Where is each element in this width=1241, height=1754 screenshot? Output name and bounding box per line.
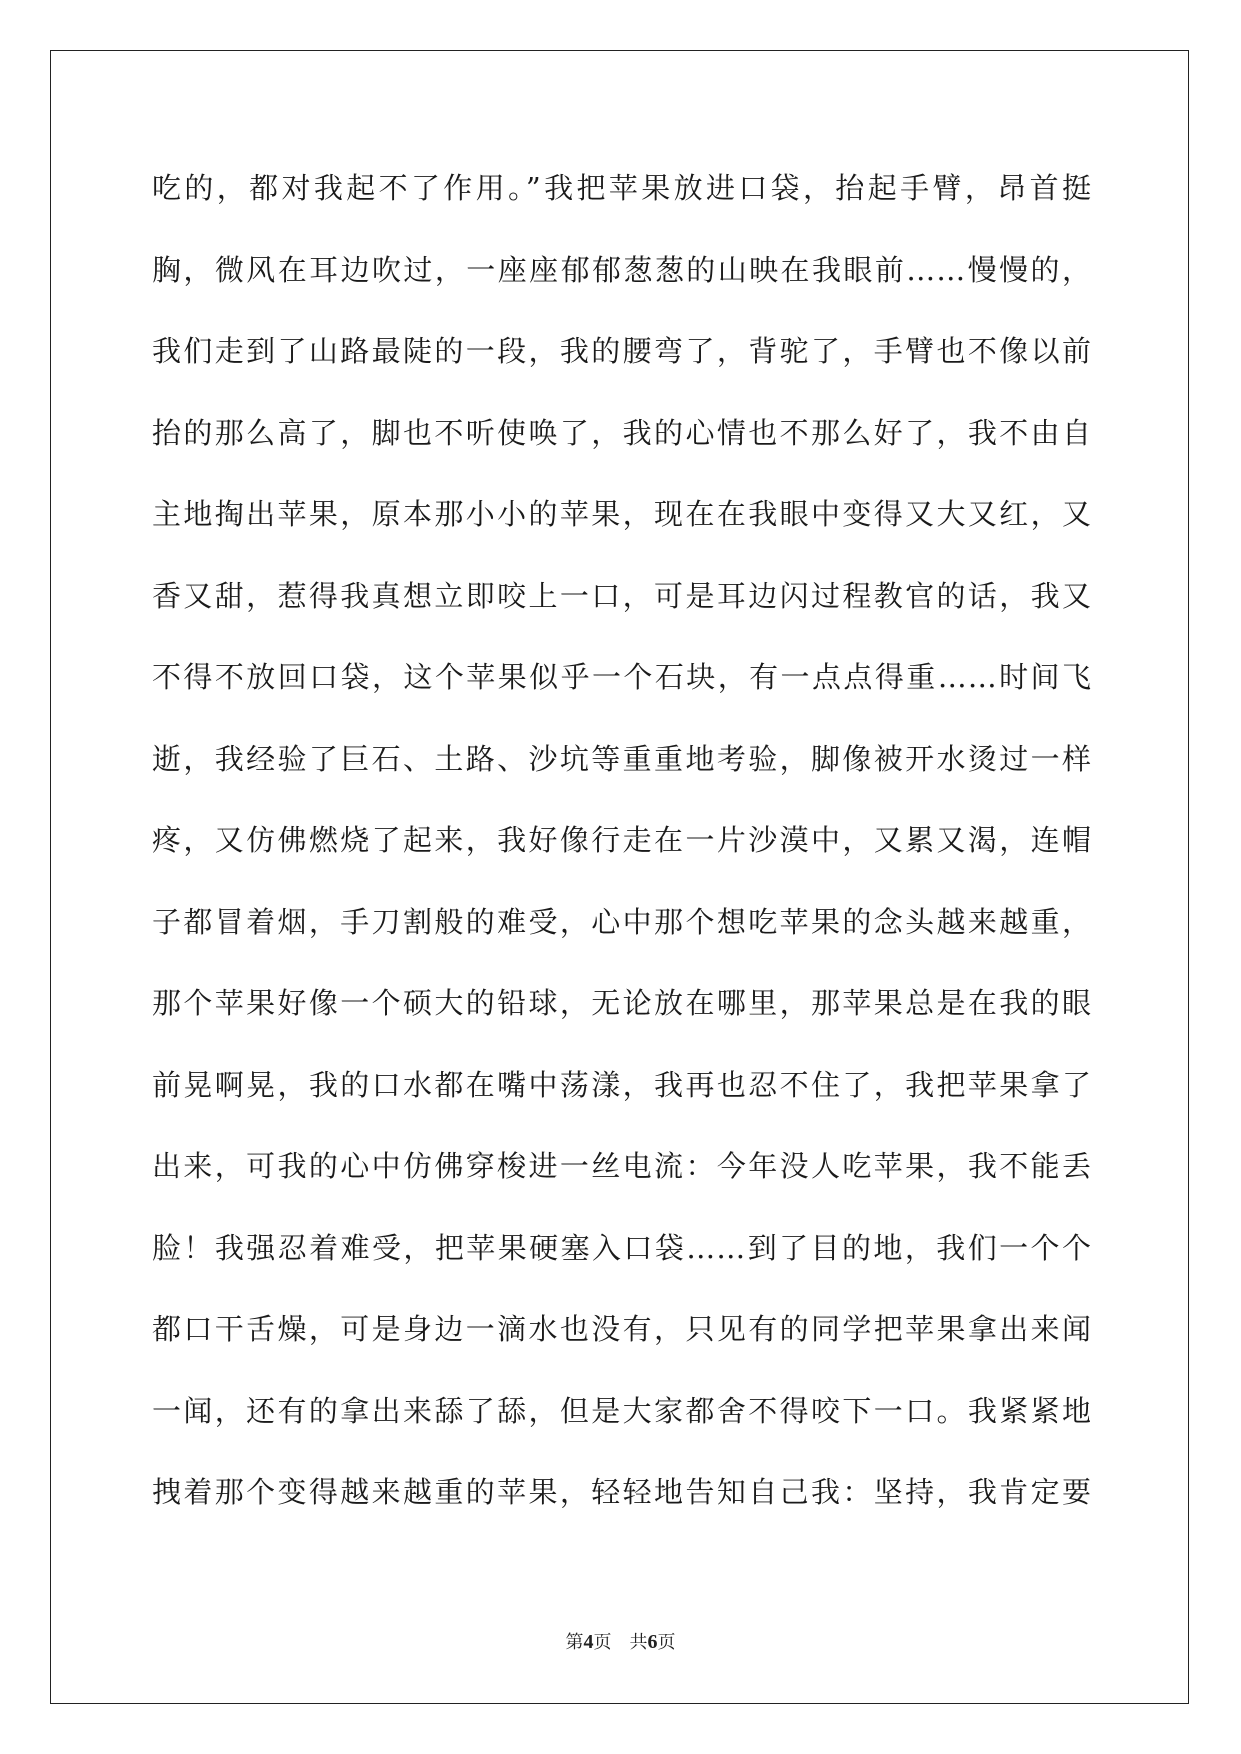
text-line: 那个苹果好像一个硕大的铅球，无论放在哪里，那苹果总是在我的眼	[152, 986, 1092, 1020]
text-line: 拽着那个变得越来越重的苹果，轻轻地告知自己我：坚持，我肯定要	[152, 1475, 1092, 1509]
text-line: 子都冒着烟，手刀割般的难受，心中那个想吃苹果的念头越来越重，	[152, 904, 1092, 939]
text-line: 都口干舌燥，可是身边一滴水也没有，只见有的同学把苹果拿出来闻	[152, 1312, 1092, 1346]
text-line: 出来，可我的心中仿佛穿梭进一丝电流：今年没人吃苹果，我不能丢	[152, 1149, 1092, 1183]
body-text	[152, 158, 1092, 1544]
page-total-prefix: 共	[629, 1632, 648, 1653]
page-total-suffix: 页	[657, 1632, 676, 1653]
text-line: 疼，又仿佛燃烧了起来，我好像行走在一片沙漠中，又累又渴，连帽	[152, 823, 1092, 857]
text-line: 主地掏出苹果，原本那小小的苹果，现在在我眼中变得又大又红，又	[152, 497, 1092, 531]
text-line: 我们走到了山路最陡的一段，我的腰弯了，背驼了，手臂也不像以前	[152, 334, 1092, 368]
text-line: 吃的，都对我起不了作用。”我把苹果放进口袋，抬起手臂，昂首挺	[152, 171, 1092, 205]
text-line: 前晃啊晃，我的口水都在嘴中荡漾，我再也忍不住了，我把苹果拿了	[152, 1067, 1092, 1102]
page-number-current: 4	[583, 1631, 594, 1653]
page-total: 6	[647, 1631, 658, 1653]
page-footer	[0, 1628, 1241, 1654]
page-number-suffix: 页	[593, 1632, 612, 1653]
text-line: 脸！我强忍着难受，把苹果硬塞入口袋……到了目的地，我们一个个	[152, 1230, 1092, 1265]
page-number-prefix: 第	[565, 1632, 584, 1653]
text-line: 逝，我经验了巨石、土路、沙坑等重重地考验，脚像被开水烫过一样	[152, 741, 1092, 776]
text-line: 不得不放回口袋，这个苹果似乎一个石块，有一点点得重……时间飞	[152, 660, 1092, 694]
text-line: 香又甜，惹得我真想立即咬上一口，可是耳边闪过程教官的话，我又	[152, 578, 1092, 613]
text-line: 一闻，还有的拿出来舔了舔，但是大家都舍不得咬下一口。我紧紧地	[152, 1393, 1092, 1428]
text-line: 胸，微风在耳边吹过，一座座郁郁葱葱的山映在我眼前……慢慢的，	[152, 252, 1092, 287]
text-line: 抬的那么高了，脚也不听使唤了，我的心情也不那么好了，我不由自	[152, 415, 1092, 450]
